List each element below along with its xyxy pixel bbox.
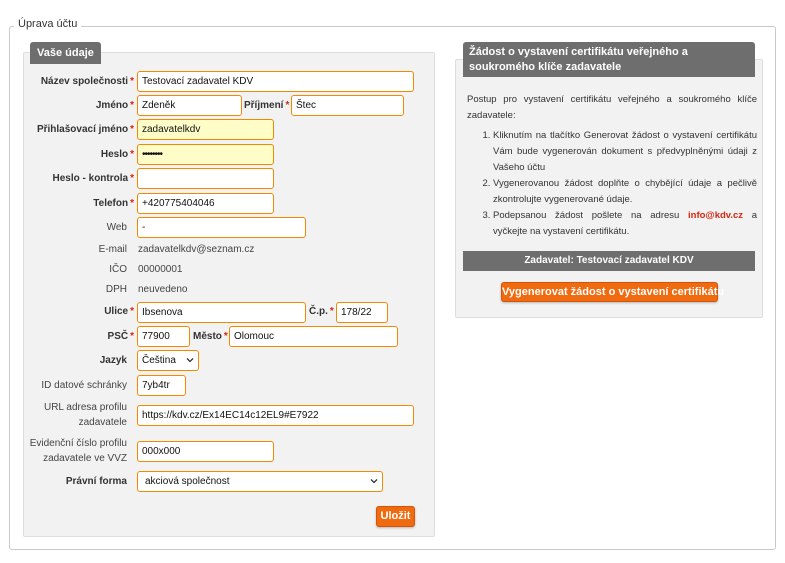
instruction-step: 2. Vygenerovanou žádost doplňte o chybějící údaje a pečlivě zkontrolujte vygenerované údaje. xyxy=(493,176,757,208)
instruction-step: 3. Podepsanou žádost pošlete na adresu info@kdv.cz a vyčkejte na vystavení certifikátu. xyxy=(493,208,757,240)
certificate-instructions xyxy=(467,92,757,240)
contracting-authority-bar: Zadavatel: Testovací zadavatel KDV xyxy=(463,251,755,271)
password-confirm-label: Heslo - kontrola * xyxy=(52,173,134,184)
lastname-input[interactable]: Štec xyxy=(291,95,404,116)
certificate-request-title: Žádost o vystavení certifikátu veřejného a soukromého klíče zadavatele xyxy=(463,42,755,77)
profile-url-label: URL adresa profilu zadavatele xyxy=(43,402,127,428)
language-label: Jazyk xyxy=(99,355,127,366)
zip-input[interactable]: 77900 xyxy=(137,326,190,347)
dph-value: neuvedeno xyxy=(138,284,188,295)
street-input[interactable]: Ibsenova xyxy=(137,302,306,323)
generate-certificate-request-button[interactable]: Vygenerovat žádost o vystavení certifikátu xyxy=(501,282,718,302)
chevron-down-icon xyxy=(370,477,378,485)
legal-form-select[interactable] xyxy=(137,471,383,492)
dph-label: DPH xyxy=(105,284,127,295)
save-button[interactable]: Uložit xyxy=(376,506,415,527)
instructions-steps xyxy=(467,128,757,240)
instruction-step: 1. Kliknutím na tlačítko Generovat žádost o vystavení certifikátu Vám bude vygenerován dokument s předvyplněnými údaji z Vašeho účtu xyxy=(493,128,757,176)
legal-form-label: Právní forma xyxy=(65,476,127,487)
email-value: zadavatelkdv@seznam.cz xyxy=(138,244,255,255)
city-input[interactable]: Olomouc xyxy=(229,326,398,347)
registry-number-label: Evidenční číslo profilu zadavatele ve VVZ xyxy=(29,438,127,464)
web-input[interactable]: - xyxy=(137,217,306,238)
phone-input[interactable]: +420775404046 xyxy=(137,193,274,214)
web-label: Web xyxy=(106,222,127,233)
password-input[interactable]: •••••••• xyxy=(137,144,274,165)
contact-email-link[interactable]: info@kdv.cz xyxy=(688,210,744,221)
email-label: E-mail xyxy=(98,244,127,255)
databox-input[interactable]: 7yb4tr xyxy=(137,375,186,396)
lastname-label: Příjmení * xyxy=(244,100,290,111)
registry-number-input[interactable]: 000x000 xyxy=(137,441,274,462)
chevron-down-icon xyxy=(186,356,194,364)
page-title: Úprava účtu xyxy=(14,18,81,30)
password-confirm-input[interactable] xyxy=(137,168,274,189)
ico-value: 00000001 xyxy=(138,264,183,275)
language-select[interactable] xyxy=(137,350,199,371)
databox-label: ID datové schránky xyxy=(41,380,127,391)
company-label: Název společnosti * xyxy=(40,76,134,87)
house-number-input[interactable]: 178/22 xyxy=(336,302,388,323)
language-select-value: Čeština xyxy=(142,355,176,366)
company-input[interactable]: Testovací zadavatel KDV xyxy=(137,71,414,92)
login-label: Přihlašovací jméno * xyxy=(36,124,134,135)
city-label: Město * xyxy=(193,331,228,342)
zip-label: PSČ * xyxy=(107,331,134,342)
profile-url-input[interactable]: https://kdv.cz/Ex14EC14c12EL9#E7922 xyxy=(137,405,414,426)
ico-label: IČO xyxy=(109,264,127,275)
firstname-input[interactable]: Zdeněk xyxy=(137,95,242,116)
password-label: Heslo * xyxy=(100,149,134,160)
instructions-intro: Postup pro vystavení certifikátu veřejného a soukromého klíče zadavatele: xyxy=(467,94,757,121)
house-number-label: Č.p. * xyxy=(309,306,334,317)
street-label: Ulice * xyxy=(104,306,134,317)
firstname-label: Jméno * xyxy=(95,100,134,111)
phone-label: Telefon * xyxy=(93,198,134,209)
your-details-title: Vaše údaje xyxy=(30,42,101,64)
legal-form-select-value: akciová společnost xyxy=(145,476,230,487)
login-input[interactable]: zadavatelkdv xyxy=(137,119,274,140)
